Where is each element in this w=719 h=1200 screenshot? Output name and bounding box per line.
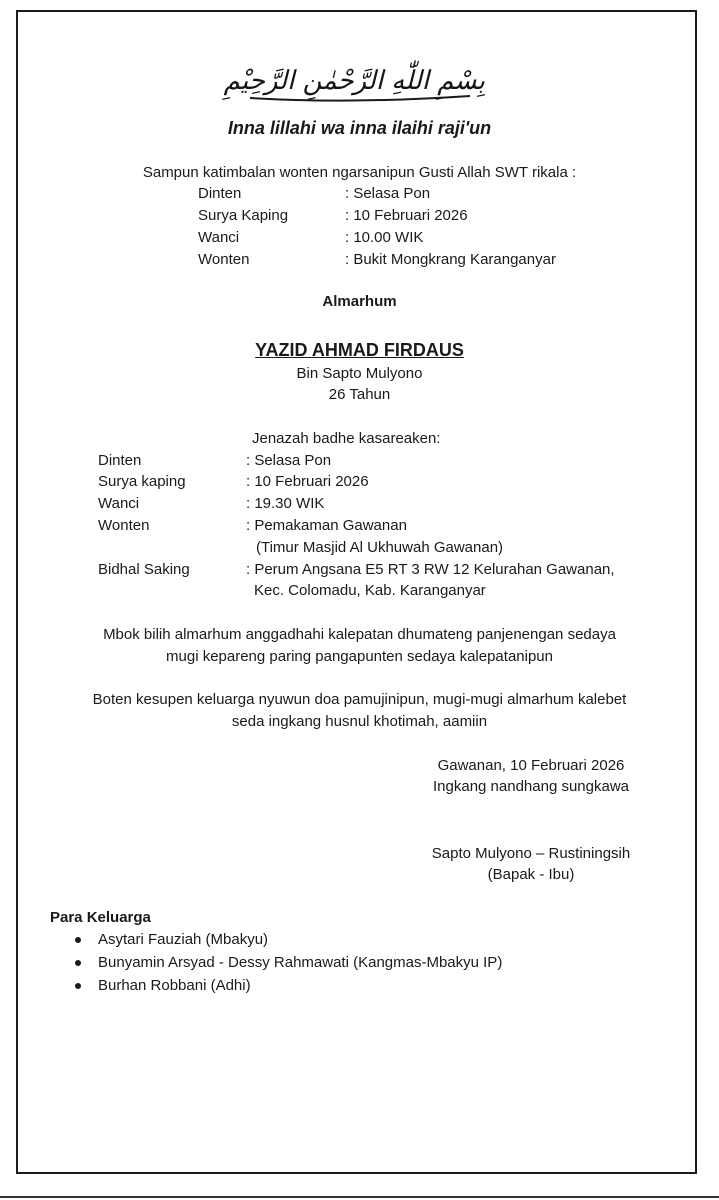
death-time-label: Wanci (198, 229, 240, 246)
parents-role: (Bapak - Ibu) (487, 866, 575, 883)
family-member: Bunyamin Arsyad - Dessy Rahmawati (Kangmas-Mbakyu IP) (98, 954, 503, 971)
death-time-value: : 10.00 WIK (345, 229, 424, 246)
burial-time-label: Wanci (98, 495, 140, 512)
death-day-label: Dinten (198, 185, 242, 202)
burial-place-note: (Timur Masjid Al Ukhuwah Gawanan) (256, 539, 504, 556)
announcement-intro: Sampun katimbalan wonten ngarsanipun Gusti Allah SWT rikala : (142, 164, 577, 181)
prayer-line-2: seda ingkang husnul khotimah, aamiin (231, 713, 488, 730)
death-date-label: Surya Kaping (198, 207, 289, 224)
bismillah-text: بِسْمِ اللّٰهِ الرَّحْمٰنِ الرَّحِيْمِ (223, 66, 485, 96)
place-date: Gawanan, 10 Februari 2026 (437, 757, 625, 774)
burial-place-label: Wonten (98, 517, 150, 534)
forgiveness-line-1: Mbok bilih almarhum anggadhahi kalepatan dhumateng panjenengan sedaya (103, 626, 616, 643)
death-day-value: : Selasa Pon (345, 185, 431, 202)
burial-date-label: Surya kaping (98, 473, 186, 490)
death-place-value: : Bukit Mongkrang Karanganyar (345, 251, 556, 268)
family-member: Burhan Robbani (Adhi) (98, 977, 251, 994)
death-place-label: Wonten (198, 251, 250, 268)
bullet-icon (75, 960, 81, 966)
bullet-icon (75, 983, 81, 989)
burial-place-value: : Pemakaman Gawanan (246, 517, 407, 534)
bottom-rule (0, 1196, 719, 1198)
bismillah-calligraphy (223, 58, 485, 110)
death-date-value: : 10 Februari 2026 (345, 207, 468, 224)
departure-address-line2: Kec. Colomadu, Kab. Karanganyar (254, 582, 486, 599)
bullet-icon (75, 937, 81, 943)
departure-label: Bidhal Saking (98, 561, 190, 578)
grieving-family-label: Ingkang nandhang sungkawa (433, 778, 629, 795)
almarhum-title: Almarhum (322, 293, 397, 310)
burial-time-value: : 19.30 WIK (246, 495, 325, 512)
inna-lillahi-heading: Inna lillahi wa inna ilaihi raji'un (227, 118, 492, 138)
deceased-age: 26 Tahun (328, 386, 391, 403)
burial-day-value: : Selasa Pon (246, 452, 332, 469)
departure-address: : Perum Angsana E5 RT 3 RW 12 Kelurahan Gawanan, (246, 561, 615, 578)
forgiveness-line-2: mugi kepareng paring pangapunten sedaya kalepatanipun (166, 648, 553, 665)
family-title: Para Keluarga (50, 909, 151, 926)
deceased-parentage: Bin Sapto Mulyono (296, 365, 423, 382)
deceased-name: YAZID AHMAD FIRDAUS (255, 340, 464, 360)
burial-date-value: : 10 Februari 2026 (246, 473, 369, 490)
prayer-line-1: Boten kesupen keluarga nyuwun doa pamujinipun, mugi-mugi almarhum kalebet (92, 691, 627, 708)
family-member: Asytari Fauziah (Mbakyu) (98, 931, 269, 948)
parents-names: Sapto Mulyono – Rustiningsih (431, 845, 631, 862)
burial-day-label: Dinten (98, 452, 142, 469)
burial-intro: Jenazah badhe kasareaken: (252, 430, 441, 447)
